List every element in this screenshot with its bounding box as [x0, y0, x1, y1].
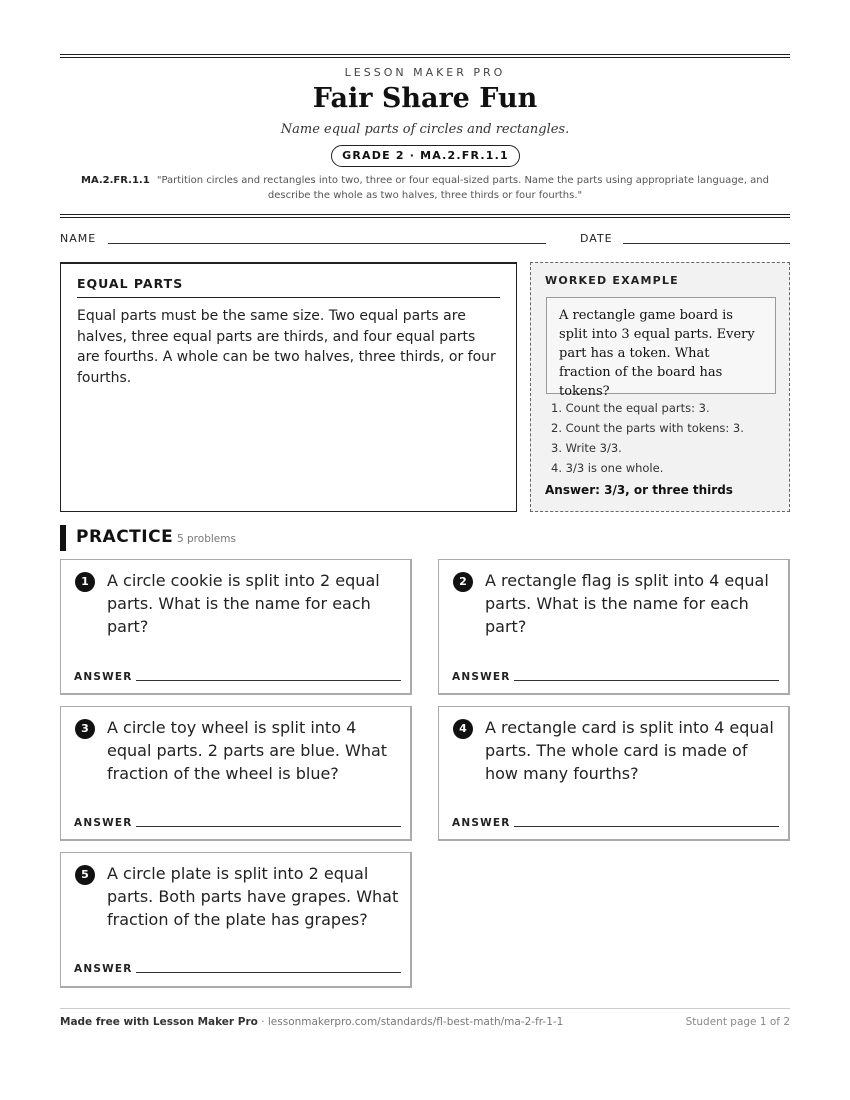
- footer-divider: [60, 1008, 790, 1009]
- name-label: NAME: [60, 232, 97, 245]
- footer-url[interactable]: lessonmakerpro.com/standards/fl-best-math/ma-2-fr-1-1: [267, 1016, 564, 1028]
- page-title: Fair Share Fun: [312, 83, 538, 114]
- date-field[interactable]: [623, 243, 790, 244]
- concept-heading: EQUAL PARTS: [77, 276, 500, 298]
- concept-box: [60, 262, 517, 512]
- header-bottom-double-rule: [60, 214, 790, 218]
- problem-number-badge: 3: [75, 719, 95, 739]
- answer-field[interactable]: [136, 826, 401, 827]
- problem-card-4: [438, 706, 790, 841]
- practice-accent-bar: [60, 525, 66, 551]
- problem-card-5: [60, 852, 412, 988]
- answer-label: ANSWER: [452, 817, 511, 829]
- worked-step: 2. Count the parts with tokens: 3.: [551, 421, 744, 435]
- answer-field[interactable]: [514, 826, 779, 827]
- footer-made-with: Made free with Lesson Maker Pro: [60, 1016, 258, 1028]
- problem-number-badge: 1: [75, 572, 95, 592]
- worked-example-box: [530, 262, 790, 512]
- worked-example-heading: WORKED EXAMPLE: [545, 274, 679, 287]
- top-double-rule: [60, 54, 790, 58]
- practice-heading: PRACTICE: [76, 527, 174, 547]
- problem-question: A circle plate is split into 2 equal parts. Both parts have grapes. What fraction of the plate has grapes?: [107, 864, 399, 929]
- problem-question: A rectangle flag is split into 4 equal parts. What is the name for each part?: [485, 571, 769, 636]
- problem-card-2: [438, 559, 790, 695]
- problem-question: A circle toy wheel is split into 4 equal parts. 2 parts are blue. What fraction of the wheel is blue?: [107, 718, 388, 783]
- standard-description: [80, 173, 770, 203]
- standard-text: "Partition circles and rectangles into two, three or four equal-sized parts. Name the parts using appropriate language, and describe the whole as two halves, three thirds or four fourths.": [156, 175, 769, 201]
- worked-step: 3. Write 3/3.: [551, 441, 622, 455]
- problem-question: A circle cookie is split into 2 equal parts. What is the name for each part?: [107, 571, 380, 636]
- worked-example-answer: Answer: 3/3, or three thirds: [545, 483, 733, 497]
- footer-credit: [60, 1016, 563, 1028]
- problem-question: A rectangle card is split into 4 equal parts. The whole card is made of how many fourths?: [485, 718, 774, 783]
- worked-example-steps: [551, 398, 783, 478]
- brand-name: LESSON MAKER PRO: [344, 66, 506, 79]
- problem-card-3: [60, 706, 412, 841]
- practice-count: 5 problems: [177, 533, 236, 545]
- concept-body: Equal parts must be the same size. Two equal parts are halves, three equal parts are thirds, and four equal parts are fourths. A whole can be two halves, three thirds, or four fourths.: [77, 308, 496, 386]
- footer-page-number: Student page 1 of 2: [685, 1016, 790, 1028]
- page-subtitle: Name equal parts of circles and rectangles.: [280, 122, 570, 137]
- grade-badge: GRADE 2 · MA.2.FR.1.1: [331, 145, 520, 167]
- answer-field[interactable]: [136, 680, 401, 681]
- worked-example-problem: A rectangle game board is split into 3 equal parts. Every part has a token. What fraction of the board has tokens?: [546, 297, 776, 394]
- footer-separator: ·: [257, 1016, 268, 1028]
- problem-card-1: [60, 559, 412, 695]
- problem-number-badge: 2: [453, 572, 473, 592]
- problem-number-badge: 5: [75, 865, 95, 885]
- name-field[interactable]: [108, 243, 546, 244]
- answer-field[interactable]: [136, 972, 401, 973]
- worked-step: 4. 3/3 is one whole.: [551, 461, 664, 475]
- answer-label: ANSWER: [74, 963, 133, 975]
- answer-label: ANSWER: [452, 671, 511, 683]
- answer-label: ANSWER: [74, 817, 133, 829]
- answer-field[interactable]: [514, 680, 779, 681]
- standard-code: MA.2.FR.1.1: [81, 175, 150, 186]
- problem-number-badge: 4: [453, 719, 473, 739]
- worked-step: 1. Count the equal parts: 3.: [551, 401, 710, 415]
- date-label: DATE: [580, 232, 613, 245]
- answer-label: ANSWER: [74, 671, 133, 683]
